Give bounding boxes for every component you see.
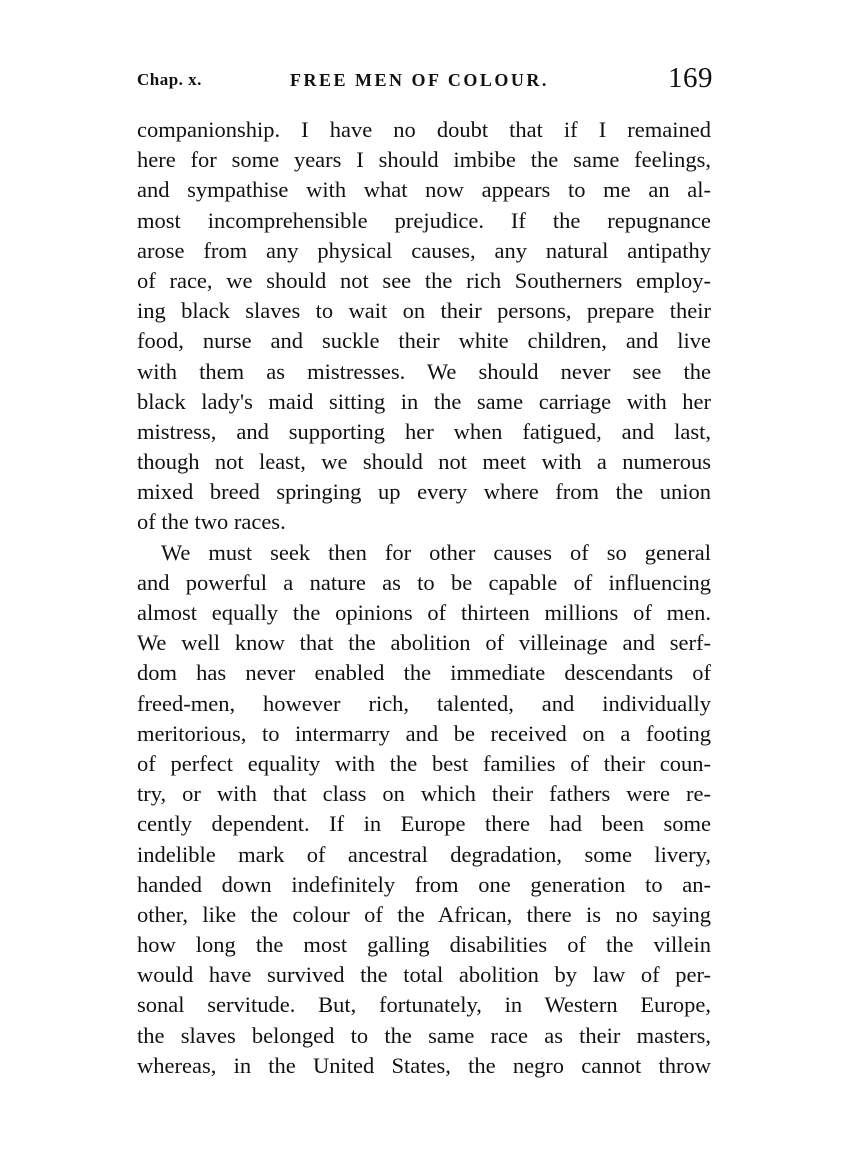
- text-line: most incomprehensible prejudice. If the repugnance: [137, 207, 711, 233]
- text-line: sonal servitude. But, fortunately, in Western Europe,: [137, 992, 711, 1018]
- text-line: almost equally the opinions of thirteen millions of men.: [137, 600, 711, 625]
- text-line: of the two races.: [137, 509, 286, 535]
- text-line: here for some years I should imbibe the same feelings,: [137, 147, 711, 173]
- text-line: though not least, we should not meet with a numerous: [137, 449, 711, 475]
- text-line: mixed breed springing up every where from the union: [137, 479, 711, 505]
- text-line: whereas, in the United States, the negro cannot throw: [137, 1052, 711, 1078]
- text-line: and powerful a nature as to be capable of influencing: [137, 569, 711, 595]
- text-line: ing black slaves to wait on their persons, prepare their: [137, 298, 711, 324]
- text-line: the slaves belonged to the same race as their masters,: [137, 1022, 711, 1048]
- book-page: [137, 62, 711, 1081]
- text-line: black lady's maid sitting in the same carriage with her: [137, 388, 711, 414]
- text-line: indelible mark of ancestral degradation, some livery,: [137, 841, 711, 867]
- text-line: would have survived the total abolition by law of per-: [137, 962, 711, 988]
- text-line: freed-men, however rich, talented, and individually: [137, 690, 711, 716]
- text-line: meritorious, to intermarry and be received on a footing: [137, 720, 711, 746]
- running-head: [137, 62, 711, 98]
- text-line: and sympathise with what now appears to me an al-: [137, 177, 711, 203]
- paragraph-2: [137, 538, 711, 1081]
- chapter-label: Chap. x.: [137, 70, 202, 89]
- text-line: of perfect equality with the best families of their coun-: [137, 750, 711, 776]
- text-line: handed down indefinitely from one generation to an-: [137, 871, 711, 897]
- text-line: dom has never enabled the immediate descendants of: [137, 660, 711, 686]
- body-text: [137, 115, 711, 1081]
- text-line: of race, we should not see the rich Southerners employ-: [137, 267, 711, 293]
- text-line: food, nurse and suckle their white children, and live: [137, 328, 711, 354]
- text-line: how long the most galling disabilities of the villein: [137, 932, 711, 958]
- page-number: 169: [668, 62, 713, 94]
- text-line: arose from any physical causes, any natural antipathy: [137, 237, 711, 263]
- text-line: cently dependent. If in Europe there had been some: [137, 811, 711, 837]
- text-line: We must seek then for other causes of so general: [161, 539, 711, 565]
- text-line: with them as mistresses. We should never see the: [137, 358, 711, 384]
- text-line: We well know that the abolition of villeinage and serf-: [137, 630, 711, 656]
- running-title: FREE MEN OF COLOUR.: [290, 70, 549, 90]
- paragraph-1: [137, 115, 711, 538]
- text-line: other, like the colour of the African, there is no saying: [137, 901, 711, 927]
- text-line: try, or with that class on which their fathers were re-: [137, 781, 711, 807]
- text-line: mistress, and supporting her when fatigued, and last,: [137, 418, 711, 444]
- text-line: companionship. I have no doubt that if I remained: [137, 117, 711, 142]
